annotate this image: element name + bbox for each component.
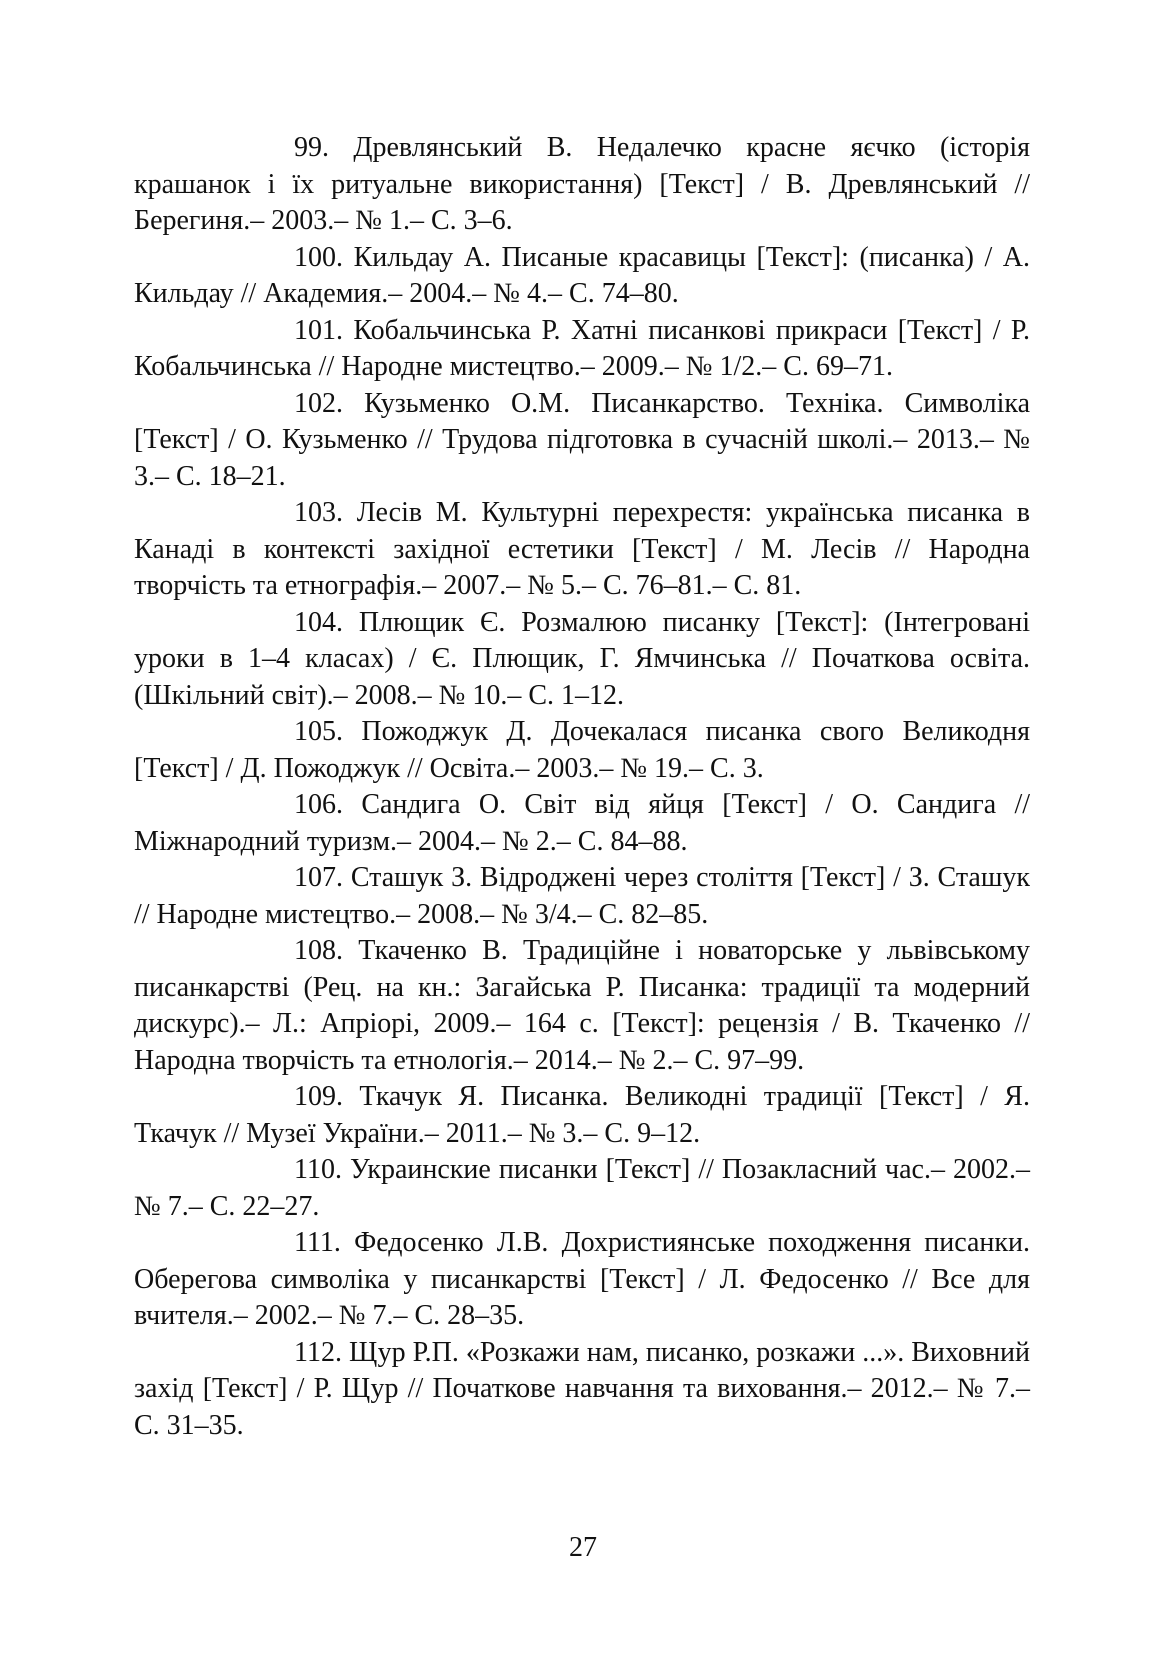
entry-text: Кобальчинська Р. Хатні писанкові прикраси [Текст] / Р. Кобальчинська // Народне мистецтво.– 2009.– № 1/2.– С. 69–71. xyxy=(134,314,1030,382)
entry-number: 108. xyxy=(294,935,343,966)
bibliography-list xyxy=(134,130,1030,1444)
bibliography-entry-103 xyxy=(134,495,1030,605)
entry-number: 106. xyxy=(294,789,343,820)
entry-number: 103. xyxy=(294,497,343,528)
entry-text: Щур Р.П. «Розкажи нам, писанко, розкажи ...». Виховний захід [Текст] / Р. Щур // Початкове навчання та виховання.– 2012.– № 7.– С. 31–35. xyxy=(134,1336,1031,1441)
entry-number: 107. xyxy=(294,862,343,893)
bibliography-entry-111 xyxy=(134,1225,1030,1335)
entry-number: 112. xyxy=(294,1336,342,1368)
bibliography-entry-100 xyxy=(134,240,1030,313)
entry-text: Федосенко Л.В. Дохристиянське походження писанки. Оберегова символіка у писанкарстві [Текст] / Л. Федосенко // Все для вчителя.– 2002.– № 7.– С. 28–35. xyxy=(134,1227,1031,1331)
entry-text: Древлянський В. Недалечко красне яєчко (історія крашанок і їх ритуальне використання) [Текст] / В. Древлянський // Берегиня.– 2003.– № 1.– С. 3–6. xyxy=(134,132,1031,236)
entry-text: Ткаченко В. Традиційне і новаторське у львівському писанкарстві (Рец. на кн.: Загайська Р. Писанка: традиції та модерний дискурс).– Л.: Апріорі, 2009.– 164 с. [Текст]: рецензія / В. Ткаченко // Народна творчість та етнологія.– 2014.– № 2.– С. 97–99. xyxy=(134,935,1030,1076)
bibliography-entry-106 xyxy=(134,787,1030,860)
entry-number: 101. xyxy=(294,314,343,346)
entry-text: Лесів М. Культурні перехрестя: українська писанка в Канаді в контексті західної естетики [Текст] / М. Лесів // Народна творчість та етнографія.– 2007.– № 5.– С. 76–81.– С. 81. xyxy=(134,497,1030,601)
entry-number: 105. xyxy=(294,716,343,747)
bibliography-entry-99 xyxy=(134,130,1030,240)
entry-number: 99. xyxy=(294,132,329,163)
bibliography-entry-107 xyxy=(134,860,1030,933)
entry-text: Пожоджук Д. Дочекалася писанка свого Великодня [Текст] / Д. Пожоджук // Освіта.– 2003.– № 19.– С. 3. xyxy=(134,716,1030,784)
bibliography-entry-112 xyxy=(134,1335,1030,1445)
bibliography-entry-102 xyxy=(134,386,1030,496)
entry-text: Кузьменко О.М. Писанкарство. Техніка. Символіка [Текст] / О. Кузьменко // Трудова підготовка в сучасній школі.– 2013.– № 3.– С. 18–21. xyxy=(134,387,1030,492)
entry-text: Кильдау А. Писаные красавицы [Текст]: (писанка) / А. Кильдау // Академия.– 2004.– № 4.– С. 74–80. xyxy=(134,241,1031,309)
entry-text: Ткачук Я. Писанка. Великодні традиції [Текст] / Я. Ткачук // Музеї України.– 2011.– № 3.– С. 9–12. xyxy=(134,1081,1030,1149)
entry-text: Украинские писанки [Текст] // Позакласний час.– 2002.– № 7.– С. 22–27. xyxy=(134,1154,1030,1222)
bibliography-entry-109 xyxy=(134,1079,1030,1152)
entry-number: 104. xyxy=(294,606,343,638)
entry-number: 111. xyxy=(294,1227,341,1258)
entry-text: Плющик Є. Розмалюю писанку [Текст]: (Інтегровані уроки в 1–4 класах) / Є. Плющик, Г. Ямчинська // Початкова освіта. (Шкільний світ).– 2008.– № 10.– С. 1–12. xyxy=(134,606,1030,711)
bibliography-entry-101 xyxy=(134,313,1030,386)
entry-text: Сандига О. Світ від яйця [Текст] / О. Сандига // Міжнародний туризм.– 2004.– № 2.– С. 84–88. xyxy=(134,789,1031,857)
entry-number: 102. xyxy=(294,387,343,419)
page-number: 27 xyxy=(569,1532,597,1563)
entry-number: 110. xyxy=(294,1154,342,1185)
entry-number: 109. xyxy=(294,1081,343,1112)
entry-text: Сташук З. Відроджені через століття [Текст] / З. Сташук // Народне мистецтво.– 2008.– № 3/4.– С. 82–85. xyxy=(134,862,1031,930)
entry-number: 100. xyxy=(294,241,343,273)
bibliography-entry-104 xyxy=(134,605,1030,715)
bibliography-entry-110 xyxy=(134,1152,1030,1225)
bibliography-entry-105 xyxy=(134,714,1030,787)
bibliography-entry-108 xyxy=(134,933,1030,1079)
